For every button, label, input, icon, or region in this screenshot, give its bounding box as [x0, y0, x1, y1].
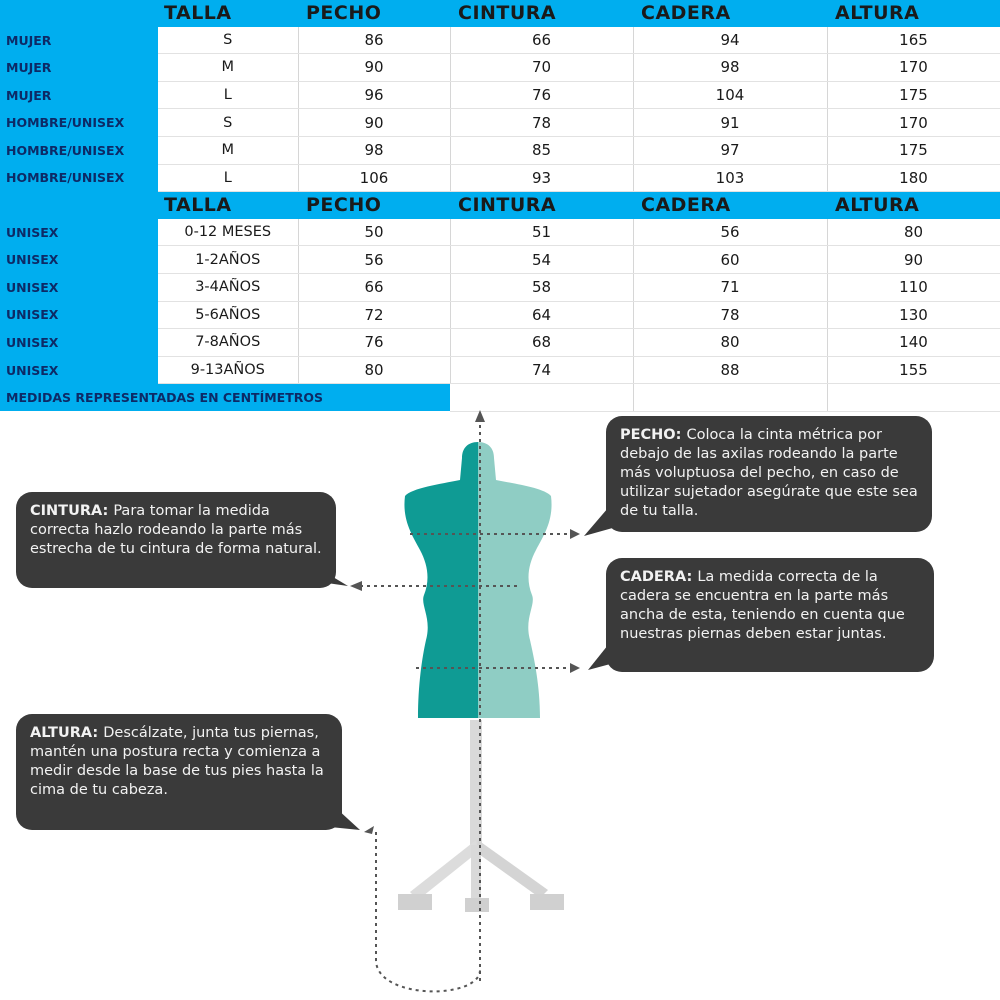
units-note: MEDIDAS REPRESENTADAS EN CENTÍMETROS: [0, 384, 450, 412]
measure-cell: 56: [633, 219, 827, 246]
size-cell: 5-6AÑOS: [158, 301, 298, 329]
size-cell: 0-12 MESES: [158, 219, 298, 246]
measure-cell: 78: [450, 109, 633, 137]
table-row: [0, 81, 1000, 109]
measure-cell: 93: [450, 164, 633, 192]
table-row: [0, 301, 1000, 329]
row-label: UNISEX: [0, 273, 158, 301]
altura-tip: [16, 714, 342, 830]
size-cell: L: [158, 164, 298, 192]
table-row: [0, 356, 1000, 384]
size-cell: M: [158, 136, 298, 164]
measure-cell: 54: [450, 246, 633, 274]
measure-cell: 170: [827, 109, 1000, 137]
size-cell: L: [158, 81, 298, 109]
kids-header-row: [0, 192, 1000, 219]
pecho-title: PECHO:: [620, 427, 687, 443]
measure-cell: 70: [450, 54, 633, 82]
measure-cell: 90: [298, 54, 450, 82]
measure-cell: 60: [633, 246, 827, 274]
measure-cell: 91: [633, 109, 827, 137]
measure-cell: 90: [827, 246, 1000, 274]
measure-cell: 72: [298, 301, 450, 329]
cintura-tip: [16, 492, 336, 588]
measure-cell: 68: [450, 329, 633, 357]
measure-cell: 64: [450, 301, 633, 329]
column-header: CINTURA: [450, 192, 633, 219]
measure-cell: 110: [827, 273, 1000, 301]
cintura-text: Para tomar la medida correcta hazlo rodeando la parte más estrecha de tu cintura de forma natural.: [30, 503, 322, 557]
measure-cell: 90: [298, 109, 450, 137]
measure-cell: 94: [633, 27, 827, 54]
row-label: UNISEX: [0, 219, 158, 246]
row-label: UNISEX: [0, 329, 158, 357]
measure-cell: 96: [298, 81, 450, 109]
measure-cell: 80: [827, 219, 1000, 246]
measure-cell: 165: [827, 27, 1000, 54]
size-cell: 3-4AÑOS: [158, 273, 298, 301]
measure-cell: 180: [827, 164, 1000, 192]
measure-cell: 66: [450, 27, 633, 54]
measure-cell: 66: [298, 273, 450, 301]
measure-cell: 98: [298, 136, 450, 164]
adult-header-row: [0, 0, 1000, 27]
measure-cell: 86: [298, 27, 450, 54]
size-cell: 7-8AÑOS: [158, 329, 298, 357]
pecho-tip: [606, 416, 932, 532]
mannequin-torso-left: [404, 442, 478, 718]
measure-cell: 98: [633, 54, 827, 82]
measure-cell: 97: [633, 136, 827, 164]
measure-cell: 76: [450, 81, 633, 109]
column-header: CADERA: [633, 0, 827, 27]
header-blank-cell: [0, 192, 158, 219]
cadera-text: La medida correcta de la cadera se encuentra en la parte más ancha de esta, teniendo en cuenta que nuestras piernas deben estar juntas.: [620, 569, 905, 642]
measure-cell: 106: [298, 164, 450, 192]
table-row: [0, 164, 1000, 192]
cadera-tip: [606, 558, 934, 672]
cadera-title: CADERA:: [620, 569, 698, 585]
table-row: [0, 136, 1000, 164]
row-label: UNISEX: [0, 246, 158, 274]
row-label: MUJER: [0, 81, 158, 109]
measure-cell: 175: [827, 136, 1000, 164]
column-header: TALLA: [158, 0, 298, 27]
row-label: UNISEX: [0, 356, 158, 384]
row-label: HOMBRE/UNISEX: [0, 136, 158, 164]
column-header: TALLA: [158, 192, 298, 219]
measure-cell: 85: [450, 136, 633, 164]
row-label: MUJER: [0, 54, 158, 82]
row-label: HOMBRE/UNISEX: [0, 109, 158, 137]
cintura-title: CINTURA:: [30, 503, 114, 519]
size-cell: 1-2AÑOS: [158, 246, 298, 274]
size-cell: M: [158, 54, 298, 82]
measure-cell: 51: [450, 219, 633, 246]
size-table: [0, 0, 1000, 412]
measure-cell: 104: [633, 81, 827, 109]
altura-title: ALTURA:: [30, 725, 104, 741]
altura-text: Descálzate, junta tus piernas, mantén una postura recta y comienza a medir desde la base de tus pies hasta la cima de tu cabeza.: [30, 725, 324, 798]
measure-cell: 88: [633, 356, 827, 384]
column-header: PECHO: [298, 192, 450, 219]
measure-cell: 80: [298, 356, 450, 384]
measure-cell: 78: [633, 301, 827, 329]
measure-cell: 175: [827, 81, 1000, 109]
measure-cell: 103: [633, 164, 827, 192]
measure-cell: 155: [827, 356, 1000, 384]
measure-cell: 74: [450, 356, 633, 384]
measure-cell: 58: [450, 273, 633, 301]
row-label: UNISEX: [0, 301, 158, 329]
measure-cell: 50: [298, 219, 450, 246]
table-row: [0, 54, 1000, 82]
column-header: PECHO: [298, 0, 450, 27]
mannequin-torso-right: [478, 442, 552, 718]
measure-cell: 170: [827, 54, 1000, 82]
measure-cell: 56: [298, 246, 450, 274]
table-row: [0, 109, 1000, 137]
measure-cell: 130: [827, 301, 1000, 329]
column-header: CINTURA: [450, 0, 633, 27]
measure-cell: 76: [298, 329, 450, 357]
measure-cell: 71: [633, 273, 827, 301]
row-label: MUJER: [0, 27, 158, 54]
measure-cell: 140: [827, 329, 1000, 357]
column-header: CADERA: [633, 192, 827, 219]
size-cell: 9-13AÑOS: [158, 356, 298, 384]
measure-cell: 80: [633, 329, 827, 357]
measurement-guide: [0, 400, 1000, 1000]
column-header: ALTURA: [827, 0, 1000, 27]
table-row: [0, 246, 1000, 274]
column-header: ALTURA: [827, 192, 1000, 219]
size-cell: S: [158, 27, 298, 54]
pecho-text: Coloca la cinta métrica por debajo de las axilas rodeando la parte más voluptuosa del pecho, en caso de utilizar sujetador asegúrate que este sea de tu talla.: [620, 427, 918, 519]
table-row: [0, 27, 1000, 54]
table-row: [0, 329, 1000, 357]
table-row: [0, 273, 1000, 301]
table-row: [0, 219, 1000, 246]
header-blank-cell: [0, 0, 158, 27]
row-label: HOMBRE/UNISEX: [0, 164, 158, 192]
size-cell: S: [158, 109, 298, 137]
